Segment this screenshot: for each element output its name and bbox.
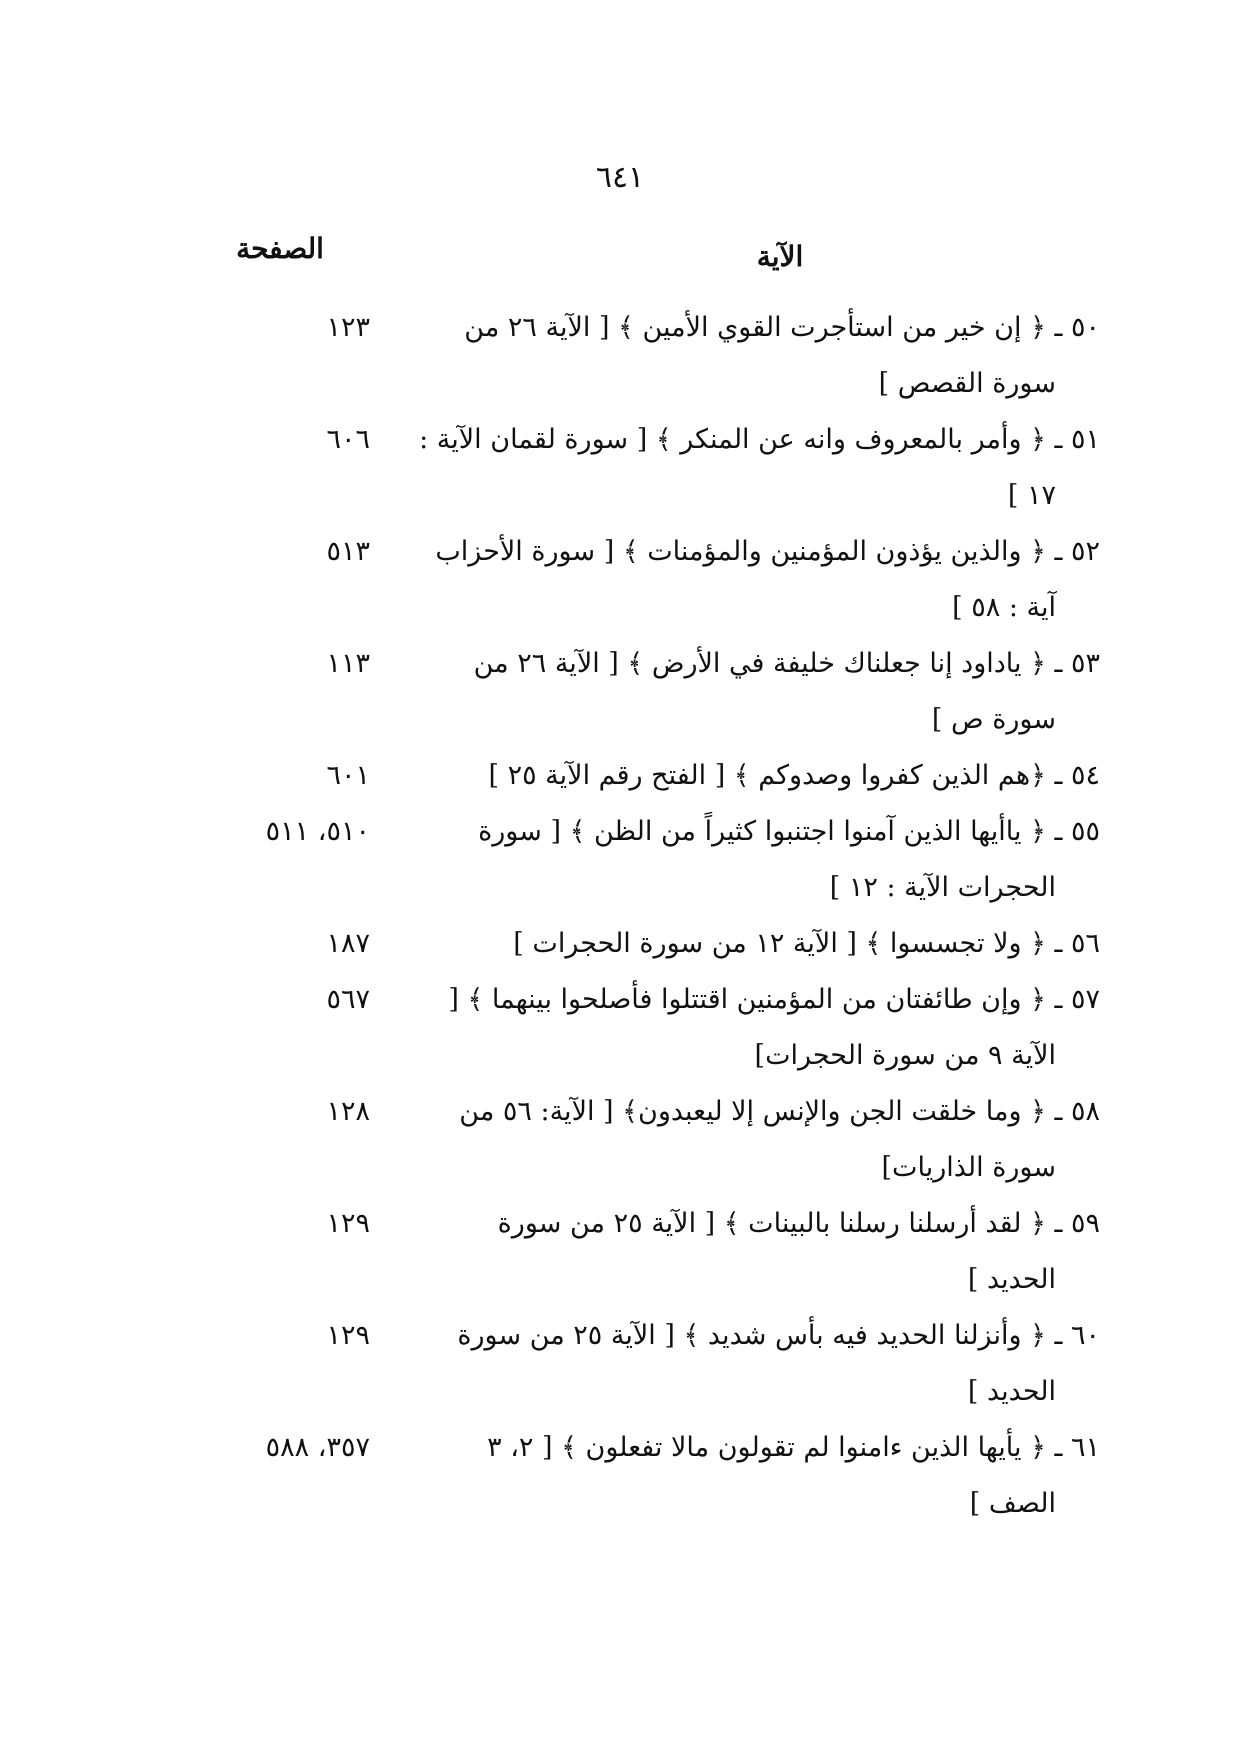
ayah-line-1: ٥٦ ـ ﴿ ولا تجسسوا ﴾ [ الآية ١٢ من سورة الحجرات ] [513,928,1100,959]
ayah-citation [400,1308,1100,1420]
index-entry-56 [180,916,1100,972]
index-entry-61 [180,1420,1100,1532]
page-reference: ١٢٩ [326,1208,370,1239]
ayah-line-2: سورة القصص ] [878,368,1056,399]
ayah-citation [400,636,1100,748]
page-reference: ١١٣ [326,648,370,679]
index-entry-60 [180,1308,1100,1420]
column-header-page: الصفحة [236,232,324,265]
ayah-citation [400,748,1100,804]
index-entry-54 [180,748,1100,804]
ayah-line-1: ٥٩ ـ ﴿ لقد أرسلنا رسلنا بالبينات ﴾ [ الآية ٢٥ من سورة [497,1208,1100,1239]
ayah-line-1: ٦٠ ـ ﴿ وأنزلنا الحديد فيه بأس شديد ﴾ [ الآية ٢٥ من سورة [457,1320,1100,1351]
index-entry-53 [180,636,1100,748]
ayah-line-1: ٥٤ ـ ﴿هم الذين كفروا وصدوكم ﴾ [ الفتح رقم الآية ٢٥ ] [488,760,1100,791]
page-reference: ١٨٧ [326,928,370,959]
index-entry-58 [180,1084,1100,1196]
index-entry-57 [180,972,1100,1084]
page-reference: ٥١٠، ٥١١ [265,816,370,847]
ayah-line-2: آية : ٥٨ ] [952,592,1056,623]
ayah-line-2: سورة الذاريات] [881,1152,1056,1183]
ayah-citation [400,524,1100,636]
index-entry-52 [180,524,1100,636]
ayah-line-2: الصف ] [969,1488,1056,1519]
ayah-citation [400,412,1100,524]
ayah-line-1: ٥٠ ـ ﴿ إن خير من استأجرت القوي الأمين ﴾ [ الآية ٢٦ من [464,312,1100,343]
page-reference: ٥١٣ [326,536,370,567]
index-entry-55 [180,804,1100,916]
ayah-line-1: ٥٢ ـ ﴿ والذين يؤذون المؤمنين والمؤمنات ﴾ [ سورة الأحزاب [435,536,1100,567]
column-header-ayah: الآية [756,240,804,273]
ayah-line-1: ٥٨ ـ ﴿ وما خلقت الجن والإنس إلا ليعبدون﴾ [ الآية: ٥٦ من [459,1096,1100,1127]
ayah-line-2: الآية ٩ من سورة الحجرات] [754,1040,1056,1071]
ayah-line-1: ٥١ ـ ﴿ وأمر بالمعروف وانه عن المنكر ﴾ [ سورة لقمان الآية : [419,424,1100,455]
page-reference: ١٢٨ [326,1096,370,1127]
ayah-citation [400,1084,1100,1196]
ayah-citation [400,804,1100,916]
ayah-line-2: الحجرات الآية : ١٢ ] [829,872,1056,903]
page-number: ٦٤١ [595,160,645,195]
page-reference: ٣٥٧، ٥٨٨ [265,1432,370,1463]
ayah-line-2: الحديد ] [967,1376,1056,1407]
ayah-line-2: ١٧ ] [1007,480,1056,511]
ayah-citation [400,300,1100,412]
ayah-citation [400,1196,1100,1308]
ayah-line-2: سورة ص ] [931,704,1056,735]
ayah-citation [400,972,1100,1084]
page-reference: ٦٠٦ [326,424,370,455]
index-entry-59 [180,1196,1100,1308]
page-reference: ٥٦٧ [326,984,370,1015]
ayah-citation [400,1420,1100,1532]
ayah-index-list [180,300,1100,1532]
index-entry-51 [180,412,1100,524]
page-reference: ١٢٩ [326,1320,370,1351]
page-reference: ١٢٣ [326,312,370,343]
index-entry-50 [180,300,1100,412]
ayah-citation [400,916,1100,972]
ayah-line-1: ٥٧ ـ ﴿ وإن طائفتان من المؤمنين اقتتلوا فأصلحوا بينهما ﴾ [ [448,984,1100,1015]
ayah-line-1: ٥٥ ـ ﴿ ياأيها الذين آمنوا اجتنبوا كثيراً من الظن ﴾ [ سورة [478,816,1100,847]
ayah-line-1: ٥٣ ـ ﴿ ياداود إنا جعلناك خليفة في الأرض ﴾ [ الآية ٢٦ من [473,648,1100,679]
ayah-line-2: الحديد ] [967,1264,1056,1295]
ayah-line-1: ٦١ ـ ﴿ يأيها الذين ءامنوا لم تقولون مالا تفعلون ﴾ [ ٢، ٣ [487,1432,1100,1463]
page-reference: ٦٠١ [326,760,370,791]
